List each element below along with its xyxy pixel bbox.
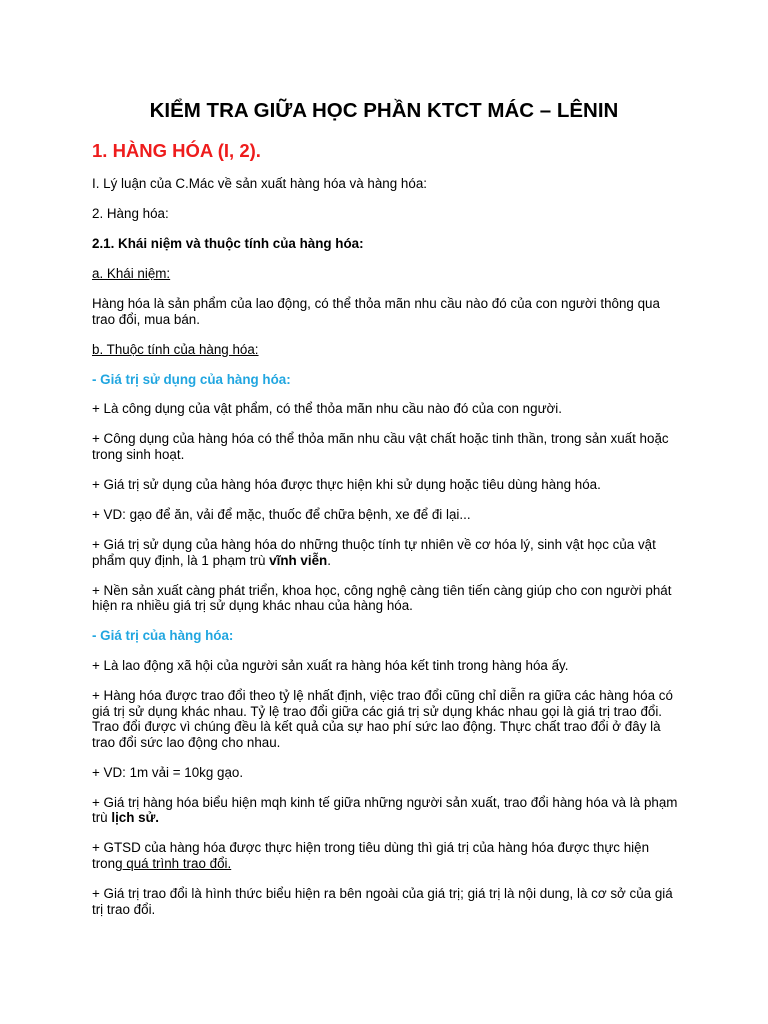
text-run: . <box>327 552 331 568</box>
section-heading: 1. HÀNG HÓA (I, 2). <box>92 140 261 161</box>
paragraph-definition: Hàng hóa là sản phẩm của lao động, có thể thỏa mãn nhu cầu nào đó của con người thông qua trao đổi, mua bán. <box>92 295 660 327</box>
paragraph-use-value-3: + Giá trị sử dụng của hàng hóa được thực hiện khi sử dụng hoặc tiêu dùng hàng hóa. <box>92 477 601 493</box>
paragraph-use-value-5: + Nền sản xuất càng phát triển, khoa học, công nghệ càng tiên tiến càng giúp cho con người phát hiện ra nhiều giá trị sử dụng khác nhau của hàng hóa. <box>92 582 672 614</box>
subheading-use-value: - Giá trị sử dụng của hàng hóa: <box>92 371 291 387</box>
paragraph-value-2: + Hàng hóa được trao đổi theo tỷ lệ nhất định, việc trao đổi cũng chỉ diễn ra giữa các hàng hóa có giá trị sử dụng khác nhau. Tỷ lệ trao đổi giữa các giá trị sử dụng khác nhau gọi là giá trị trao đổi. Trao đổi được vì chúng đều là kết quả của sự hao phí sức lao động. Thực chất trao đổi ở đây là trao đổi sức lao động cho nhau. <box>92 688 673 750</box>
paragraph-value-1: + Là lao động xã hội của người sản xuất ra hàng hóa kết tinh trong hàng hóa ấy. <box>92 658 569 674</box>
subheading-concept-attributes: 2.1. Khái niệm và thuộc tính của hàng hóa: <box>92 235 364 251</box>
paragraph-use-value-4 <box>92 537 682 568</box>
subheading-concept: a. Khái niệm: <box>92 265 171 281</box>
paragraph-value-3 <box>92 795 682 826</box>
paragraph-use-value-1: + Là công dụng của vật phẩm, có thể thỏa mãn nhu cầu nào đó của con người. <box>92 401 563 417</box>
paragraph-value-4 <box>92 840 682 871</box>
document-body <box>92 176 682 932</box>
text-run: + GTSD của hàng hóa được thực hiện trong tiêu dùng thì giá trị của hàng hóa được thực hiện trong <box>92 840 650 872</box>
paragraph-value-5: + Giá trị trao đổi là hình thức biểu hiện ra bên ngoài của giá trị; giá trị là nội dung, là cơ sở của giá trị trao đổi. <box>92 886 673 917</box>
subheading-value: - Giá trị của hàng hóa: <box>92 628 234 644</box>
subheading-attributes: b. Thuộc tính của hàng hóa: <box>92 341 259 357</box>
paragraph-use-value-example: + VD: gạo để ăn, vải để mặc, thuốc để chữa bệnh, xe để đi lại... <box>92 507 471 523</box>
text-run: + Giá trị sử dụng của hàng hóa do những thuộc tính tự nhiên về cơ hóa lý, sinh vật học của vật phẩm quy định, là 1 phạm trù <box>92 537 656 568</box>
bold-text-run: lịch sử. <box>111 810 160 826</box>
paragraph-value-example: + VD: 1m vải = 10kg gạo. <box>92 764 244 780</box>
paragraph-theory: I. Lý luận của C.Mác về sản xuất hàng hóa và hàng hóa: <box>92 176 427 191</box>
paragraph-use-value-2: + Công dụng của hàng hóa có thể thỏa mãn nhu cầu vật chất hoặc tinh thần, trong sản xuất hoặc trong sinh hoạt. <box>92 431 669 463</box>
document-title: KIỂM TRA GIỮA HỌC PHẦN KTCT MÁC – LÊNIN <box>149 99 619 122</box>
text-run: + Giá trị hàng hóa biểu hiện mqh kinh tế giữa những người sản xuất, trao đổi hàng hóa và là phạm trù <box>92 794 678 826</box>
paragraph-commodity: 2. Hàng hóa: <box>92 205 169 221</box>
underlined-text-run: quá trình trao đổi. <box>122 856 232 872</box>
bold-text-run: vĩnh viễn <box>269 552 328 568</box>
